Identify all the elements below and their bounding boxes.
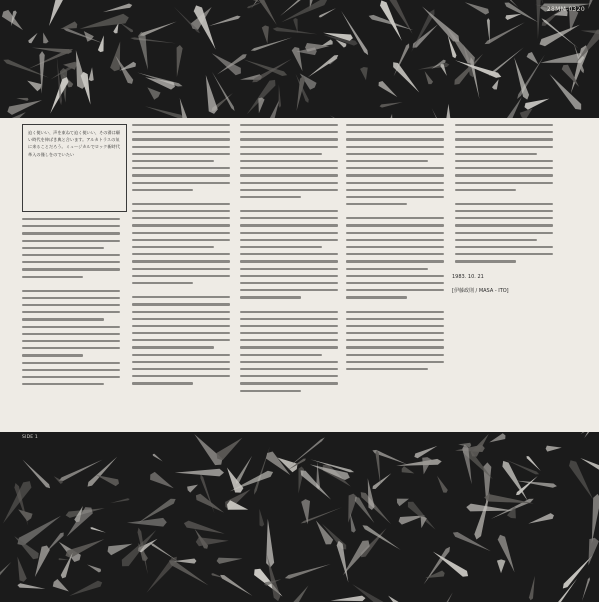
text-column-3 [240,124,338,397]
lead-paragraph-box: 迫く使いい、声を束ねて迫く使いい、その滞は願い時代を伸ばき典と合います。アルカトラスの気に来ることだろう。ミュージカルでロック新時代革入の僅しをのでいたい [22,124,127,212]
bottom-graphic-band [0,432,599,602]
top-graphic-band [0,0,599,118]
abstract-shard-pattern-bottom [0,432,599,602]
catalog-number: 28MM-0320 [546,6,585,13]
credits-author: [伊藤政則 / MASA - ITO] [452,288,509,294]
credits-date: 1983. 10. 21 [452,274,484,280]
text-column-2 [132,124,230,390]
credits-block [452,274,564,301]
abstract-shard-pattern-top [0,0,599,118]
side-label: SIDE 1 [22,435,38,440]
text-column-1 [22,218,120,390]
text-column-4 [346,124,444,375]
text-column-5 [455,124,553,268]
notes-sheet [0,118,599,432]
